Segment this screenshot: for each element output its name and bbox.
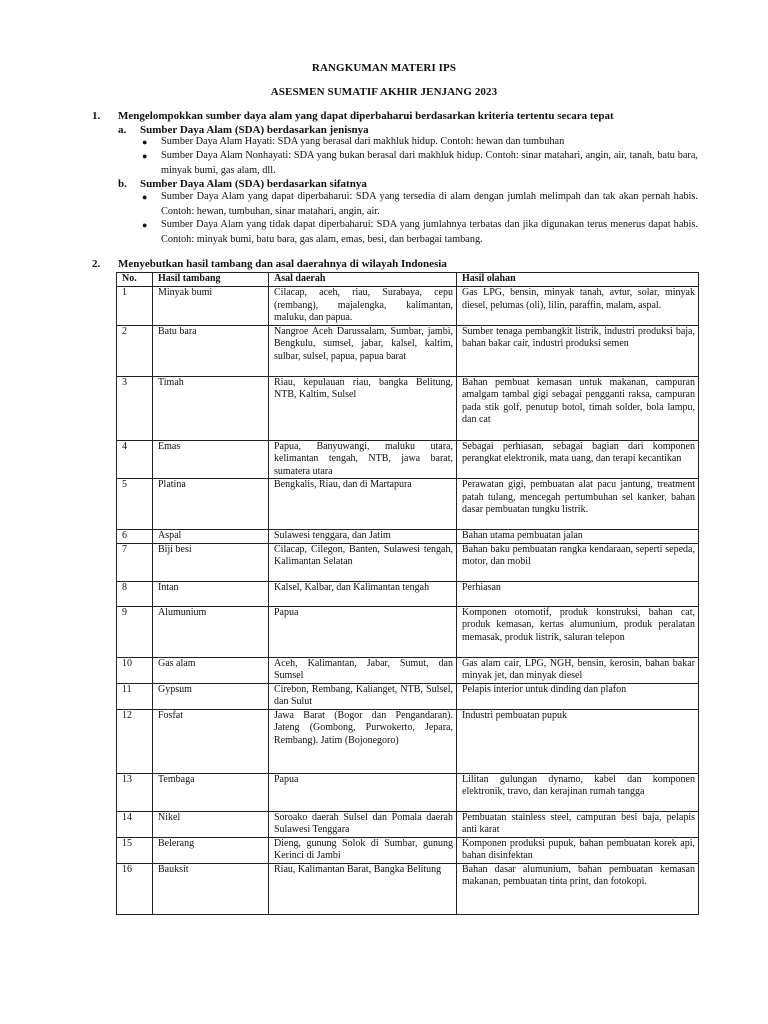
cell-asal-daerah: Cilacap, aceh, riau, Surabaya, cepu (rembang), majalengka, kalimantan, maluku, dan papua. — [269, 287, 457, 326]
cell-hasil-tambang: Alumunium — [153, 606, 269, 657]
cell-no: 9 — [117, 606, 153, 657]
cell-hasil-tambang: Gypsum — [153, 683, 269, 709]
table-row — [117, 325, 699, 376]
cell-hasil-olahan: Perawatan gigi, pembuatan alat pacu jantung, treatment patah tulang, mencegah pertumbuhan sel kanker, bahan dasar pembuatan tungku listrik. — [457, 479, 699, 530]
table-row — [117, 709, 699, 773]
table-row — [117, 440, 699, 479]
cell-hasil-tambang: Gas alam — [153, 657, 269, 683]
table-row — [117, 479, 699, 530]
subsection-letter: b. — [118, 178, 127, 190]
cell-no: 3 — [117, 376, 153, 440]
cell-hasil-tambang: Timah — [153, 376, 269, 440]
cell-no: 13 — [117, 773, 153, 811]
bullet-item — [142, 190, 698, 219]
cell-hasil-tambang: Minyak bumi — [153, 287, 269, 326]
cell-hasil-olahan: Gas LPG, bensin, minyak tanah, avtur, solar, minyak diesel, pelumas (oli), lilin, paraffin, malam, aspal. — [457, 287, 699, 326]
table-row — [117, 811, 699, 837]
cell-hasil-olahan: Komponen produksi pupuk, bahan pembuatan korek api, bahan disinfektan — [457, 837, 699, 863]
column-header-hasil-tambang: Hasil tambang — [153, 273, 269, 287]
table-row — [117, 530, 699, 544]
bullet-text: Sumber Daya Alam Hayati: SDA yang berasal dari makhluk hidup. Contoh: hewan dan tumbuhan — [161, 136, 565, 147]
table-row — [117, 606, 699, 657]
cell-no: 14 — [117, 811, 153, 837]
cell-no: 8 — [117, 581, 153, 606]
cell-no: 11 — [117, 683, 153, 709]
cell-hasil-tambang: Batu bara — [153, 325, 269, 376]
mining-products-table — [116, 272, 699, 915]
cell-hasil-tambang: Nikel — [153, 811, 269, 837]
cell-asal-daerah: Papua, Banyuwangi, maluku utara, kelimantan tengah, NTB, jawa barat, sumatera utara — [269, 440, 457, 479]
table-row — [117, 657, 699, 683]
cell-hasil-tambang: Bauksit — [153, 863, 269, 914]
cell-hasil-olahan: Sumber tenaga pembangkit listrik, industri produksi baja, bahan bakar cair, industri produksi semen — [457, 325, 699, 376]
cell-hasil-olahan: Bahan baku pembuatan rangka kendaraan, seperti sepeda, motor, dan mobil — [457, 543, 699, 581]
cell-hasil-olahan: Komponen otomotif, produk konstruksi, bahan cat, produk kemasan, kertas alumunium, produk peralatan memasak, produk listrik, saluran telepon — [457, 606, 699, 657]
cell-hasil-tambang: Biji besi — [153, 543, 269, 581]
cell-hasil-tambang: Platina — [153, 479, 269, 530]
cell-hasil-olahan: Pembuatan stainless steel, campuran besi baja, pelapis anti karat — [457, 811, 699, 837]
cell-hasil-olahan: Perhiasan — [457, 581, 699, 606]
cell-asal-daerah: Cilacap, Cilegon, Banten, Sulawesi tengah, Kalimantan Selatan — [269, 543, 457, 581]
cell-hasil-tambang: Fosfat — [153, 709, 269, 773]
table-row — [117, 543, 699, 581]
cell-hasil-tambang: Belerang — [153, 837, 269, 863]
bullet-text: Sumber Daya Alam Nonhayati: SDA yang bukan berasal dari makhluk hidup. Contoh: sinar matahari, angin, air, tanah, batu bara, minyak bumi, gas alam, dll. — [161, 150, 698, 176]
table-header-row — [117, 273, 699, 287]
cell-asal-daerah: Cirebon, Rembang, Kalianget, NTB, Sulsel, dan Sulut — [269, 683, 457, 709]
table-row — [117, 376, 699, 440]
cell-asal-daerah: Bengkalis, Riau, dan di Martapura — [269, 479, 457, 530]
bullet-dot-icon: ● — [142, 220, 148, 230]
cell-hasil-tambang: Emas — [153, 440, 269, 479]
cell-no: 7 — [117, 543, 153, 581]
cell-asal-daerah: Papua — [269, 773, 457, 811]
section-number: 1. — [92, 110, 101, 122]
subsection-title: Sumber Daya Alam (SDA) berdasarkan sifatnya — [140, 178, 367, 190]
bullet-item — [142, 149, 698, 178]
cell-no: 16 — [117, 863, 153, 914]
table-row — [117, 683, 699, 709]
cell-asal-daerah: Jawa Barat (Bogor dan Pengandaran). Jateng (Gombong, Purwokerto, Jepara, Rembang). Jatim (Bojonegoro) — [269, 709, 457, 773]
column-header-no: No. — [117, 273, 153, 287]
table-row — [117, 863, 699, 914]
cell-asal-daerah: Aceh, Kalimantan, Jabar, Sumut, dan Sumsel — [269, 657, 457, 683]
document-subtitle: ASESMEN SUMATIF AKHIR JENJANG 2023 — [270, 86, 498, 98]
cell-no: 6 — [117, 530, 153, 544]
cell-asal-daerah: Riau, kepulauan riau, bangka Belitung, NTB, Kaltim, Sulsel — [269, 376, 457, 440]
subsection-letter: a. — [118, 124, 127, 136]
bullet-text: Sumber Daya Alam yang tidak dapat diperbaharui: SDA yang jumlahnya terbatas dan jika digunakan terus menerus dapat habis. Contoh: minyak bumi, batu bara, gas alam, emas, besi, dan berbagai tambang. — [161, 219, 698, 245]
bullet-dot-icon: ● — [142, 137, 148, 147]
section-title: Mengelompokkan sumber daya alam yang dapat diperbaharui berdasarkan kriteria tertentu secara tepat — [118, 110, 614, 122]
table-body — [117, 287, 699, 915]
cell-no: 5 — [117, 479, 153, 530]
cell-hasil-tambang: Intan — [153, 581, 269, 606]
cell-hasil-tambang: Aspal — [153, 530, 269, 544]
section-title: Menyebutkan hasil tambang dan asal daerahnya di wilayah Indonesia — [118, 258, 447, 270]
cell-hasil-olahan: Pelapis interior untuk dinding dan plafon — [457, 683, 699, 709]
section-number: 2. — [92, 258, 101, 270]
column-header-asal-daerah: Asal daerah — [269, 273, 457, 287]
cell-hasil-olahan: Gas alam cair, LPG, NGH, bensin, kerosin, bahan bakar minyak jet, dan minyak diesel — [457, 657, 699, 683]
table-row — [117, 581, 699, 606]
cell-no: 15 — [117, 837, 153, 863]
cell-hasil-olahan: Sebagai perhiasan, sebagai bagian dari komponen perangkat elektronik, mata uang, dan terapi kecantikan — [457, 440, 699, 479]
cell-asal-daerah: Soroako daerah Sulsel dan Pomala daerah Sulawesi Tenggara — [269, 811, 457, 837]
subsection-title: Sumber Daya Alam (SDA) berdasarkan jenisnya — [140, 124, 369, 136]
cell-no: 2 — [117, 325, 153, 376]
cell-asal-daerah: Papua — [269, 606, 457, 657]
cell-no: 10 — [117, 657, 153, 683]
bullet-item — [142, 218, 698, 247]
cell-no: 12 — [117, 709, 153, 773]
table-row — [117, 837, 699, 863]
bullet-text: Sumber Daya Alam yang dapat diperbaharui: SDA yang tersedia di alam dengan jumlah melimpah dan tak akan pernah habis. Contoh: hewan, tumbuhan, sinar matahari, angin, air. — [161, 191, 698, 217]
cell-no: 1 — [117, 287, 153, 326]
column-header-hasil-olahan: Hasil olahan — [457, 273, 699, 287]
cell-asal-daerah: Dieng, gunung Solok di Sumbar, gunung Kerinci di Jambi — [269, 837, 457, 863]
cell-hasil-olahan: Bahan pembuat kemasan untuk makanan, campuran amalgam tambal gigi sebagai pengganti raksa, campuran pada stik golf, penutup botol, timah solder, bola lampu, dan cat — [457, 376, 699, 440]
cell-asal-daerah: Riau, Kalimantan Barat, Bangka Belitung — [269, 863, 457, 914]
cell-hasil-olahan: Bahan dasar alumunium, bahan pembuatan kemasan makanan, pembuatan tinta print, dan fotokopi. — [457, 863, 699, 914]
cell-asal-daerah: Nangroe Aceh Darussalam, Sumbar, jambi, Bengkulu, sumsel, jabar, kalsel, kaltim, sulbar, sulsel, papua, papua barat — [269, 325, 457, 376]
cell-asal-daerah: Kalsel, Kalbar, dan Kalimantan tengah — [269, 581, 457, 606]
document-title: RANGKUMAN MATERI IPS — [311, 62, 457, 74]
bullet-dot-icon: ● — [142, 192, 148, 202]
bullet-dot-icon: ● — [142, 151, 148, 161]
cell-hasil-olahan: Lilitan gulungan dynamo, kabel dan komponen elektronik, travo, dan kerajinan rumah tangga — [457, 773, 699, 811]
table-row — [117, 773, 699, 811]
cell-no: 4 — [117, 440, 153, 479]
cell-hasil-olahan: Bahan utama pembuatan jalan — [457, 530, 699, 544]
cell-asal-daerah: Sulawesi tenggara, dan Jatim — [269, 530, 457, 544]
cell-hasil-tambang: Tembaga — [153, 773, 269, 811]
table-row — [117, 287, 699, 326]
bullet-item — [142, 135, 698, 150]
cell-hasil-olahan: Industri pembuatan pupuk — [457, 709, 699, 773]
